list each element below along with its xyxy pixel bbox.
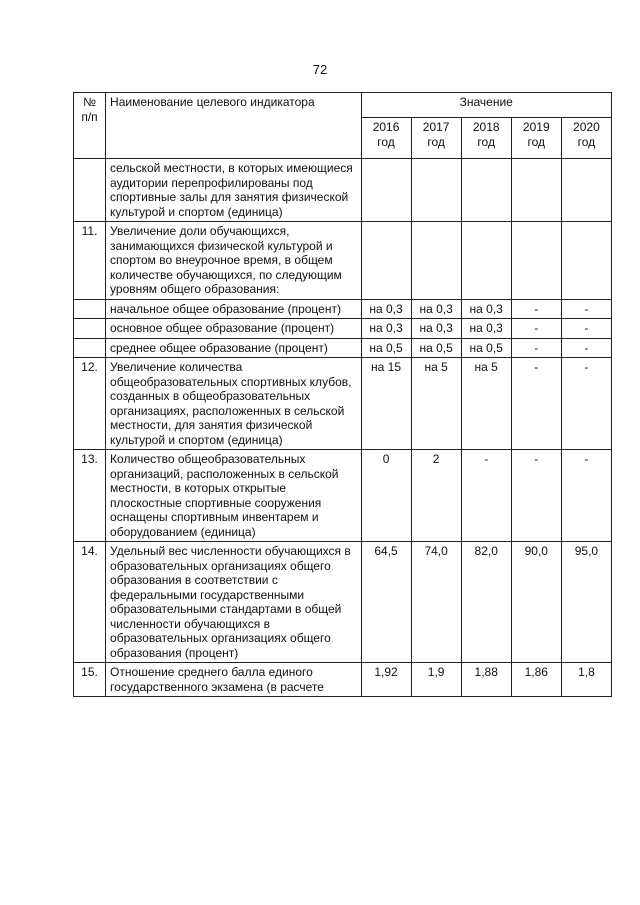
indicator-value: - (561, 358, 611, 450)
header-year-2020: 2020 год (561, 118, 611, 159)
table-row (74, 299, 612, 319)
header-value: Значение (361, 93, 612, 118)
indicator-value: 1,88 (461, 663, 511, 697)
table-row (74, 663, 612, 697)
indicator-value: 1,8 (561, 663, 611, 697)
indicators-table (73, 92, 612, 697)
row-number: 12. (74, 358, 106, 450)
indicator-name: Удельный вес численности обучающихся в образовательных организациях общего образования в соответствии с федеральными государственными образовательными стандартами в общей численности обучающихся в образовательных организациях общего образования (процент) (106, 542, 361, 663)
indicator-name: начальное общее образование (процент) (106, 299, 361, 319)
header-year-2017: 2017 год (411, 118, 461, 159)
indicator-value: - (511, 338, 561, 358)
indicator-value: 74,0 (411, 542, 461, 663)
indicator-name: Увеличение доли обучающихся, занимающихся физической культурой и спортом во внеурочное время, в общем количестве обучающихся, по следующим уровням общего образования: (106, 222, 361, 300)
indicator-name: среднее общее образование (процент) (106, 338, 361, 358)
table-row (74, 159, 612, 222)
indicator-value (411, 159, 461, 222)
indicator-value: - (461, 450, 511, 542)
indicator-value: 0 (361, 450, 411, 542)
row-number: 15. (74, 663, 106, 697)
indicator-value: 95,0 (561, 542, 611, 663)
indicator-value (361, 222, 411, 300)
indicator-value: на 0,3 (361, 299, 411, 319)
table-row (74, 358, 612, 450)
indicator-value: 2 (411, 450, 461, 542)
indicator-value (361, 159, 411, 222)
table-header (74, 93, 612, 159)
indicator-value: - (511, 299, 561, 319)
row-number: 11. (74, 222, 106, 300)
header-year-2018: 2018 год (461, 118, 511, 159)
row-number (74, 159, 106, 222)
indicator-value: 1,9 (411, 663, 461, 697)
indicator-value: 1,92 (361, 663, 411, 697)
table-row (74, 450, 612, 542)
indicator-value (461, 159, 511, 222)
header-year-2019: 2019 год (511, 118, 561, 159)
indicator-value: на 0,5 (361, 338, 411, 358)
indicator-value: на 0,3 (461, 299, 511, 319)
indicator-value: на 5 (461, 358, 511, 450)
header-number: № п/п (74, 93, 106, 159)
indicator-value (511, 222, 561, 300)
header-indicator-name: Наименование целевого индикатора (106, 93, 361, 159)
indicator-value: на 0,3 (411, 319, 461, 339)
indicator-value (411, 222, 461, 300)
table-row (74, 338, 612, 358)
indicator-value (511, 159, 561, 222)
table-body (74, 159, 612, 697)
indicator-value: - (561, 338, 611, 358)
indicator-value: - (511, 319, 561, 339)
indicator-value: на 15 (361, 358, 411, 450)
indicator-value: на 0,5 (411, 338, 461, 358)
indicator-value: - (561, 319, 611, 339)
indicator-value: - (511, 358, 561, 450)
header-year-2016: 2016 год (361, 118, 411, 159)
indicator-value (561, 222, 611, 300)
indicator-value: на 0,5 (461, 338, 511, 358)
table-row (74, 319, 612, 339)
row-number: 14. (74, 542, 106, 663)
indicator-name: Количество общеобразовательных организаций, расположенных в сельской местности, в которых открытые плоскостные спортивные сооружения оснащены спортивным инвентарем и оборудованием (единица) (106, 450, 361, 542)
indicator-value: - (561, 450, 611, 542)
table-row (74, 222, 612, 300)
indicator-value: 1,86 (511, 663, 561, 697)
indicator-value (561, 159, 611, 222)
indicator-name: сельской местности, в которых имеющиеся аудитории перепрофилированы под спортивные залы для занятия физической культурой и спортом (единица) (106, 159, 361, 222)
indicator-name: Отношение среднего балла единого государственного экзамена (в расчете (106, 663, 361, 697)
indicator-value: 90,0 (511, 542, 561, 663)
row-number: 13. (74, 450, 106, 542)
row-number (74, 299, 106, 319)
indicator-value: на 5 (411, 358, 461, 450)
indicator-value: на 0,3 (461, 319, 511, 339)
indicator-name: Увеличение количества общеобразовательных спортивных клубов, созданных в общеобразовательных организациях, расположенных в сельской местности, для занятия физической культурой и спортом (единица) (106, 358, 361, 450)
indicator-name: основное общее образование (процент) (106, 319, 361, 339)
header-row (74, 93, 612, 118)
indicator-value: - (561, 299, 611, 319)
indicator-value: 82,0 (461, 542, 511, 663)
indicator-value: - (511, 450, 561, 542)
indicator-value: на 0,3 (361, 319, 411, 339)
indicator-value: на 0,3 (411, 299, 461, 319)
indicator-value (461, 222, 511, 300)
row-number (74, 338, 106, 358)
row-number (74, 319, 106, 339)
table-row (74, 542, 612, 663)
page-number: 72 (312, 62, 328, 77)
indicator-value: 64,5 (361, 542, 411, 663)
